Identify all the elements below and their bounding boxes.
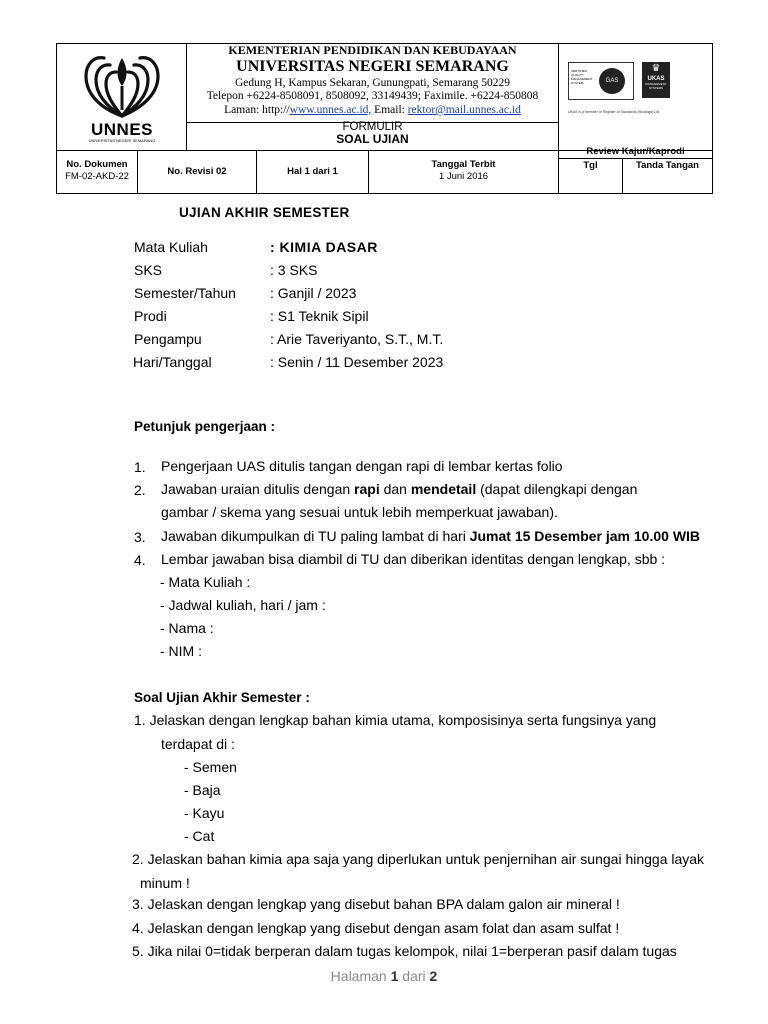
detail-label: Mata Kuliah bbox=[134, 239, 208, 255]
cert-badge-quality: CERTIFIED QUALITY MANAGEMENT SYSTEM GAS bbox=[568, 62, 634, 100]
detail-label: Prodi bbox=[134, 308, 167, 324]
doc-number-value: FM-02-AKD-22 bbox=[65, 171, 129, 182]
questions-heading: Soal Ujian Akhir Semester : bbox=[134, 690, 310, 705]
crown-icon: ♛ bbox=[651, 63, 661, 74]
instruction-text: Jawaban uraian ditulis dengan rapi dan mendetail (dapat dilengkapi dengan bbox=[161, 481, 638, 497]
address: Gedung H, Kampus Sekaran, Gunungpati, Semarang 50229 bbox=[235, 77, 510, 89]
web-prefix: Laman: http:// bbox=[224, 104, 290, 116]
form-title: SOAL UJIAN bbox=[336, 132, 409, 146]
question-1-item: - Cat bbox=[184, 828, 215, 844]
detail-label: SKS bbox=[134, 262, 163, 278]
question-1-item: - Semen bbox=[184, 759, 237, 775]
detail-value: : S1 Teknik Sipil bbox=[270, 308, 369, 324]
detail-label: Hari/Tanggal bbox=[133, 354, 212, 370]
instruction-text: Jawaban dikumpulkan di TU paling lambat di hari Jumat 15 Desember jam 10.00 WIB bbox=[161, 528, 701, 544]
detail-value: : Senin / 11 Desember 2023 bbox=[270, 354, 444, 370]
question-1-item: - Baja bbox=[184, 782, 221, 798]
detail-label: Semester/Tahun bbox=[134, 285, 236, 301]
page-footer: Halaman 1 dari 2 bbox=[330, 968, 438, 984]
question-5: 5. Jika nilai 0=tidak berperan dalam tugas kelompok, nilai 1=berperan pasif dalam tugas bbox=[132, 943, 677, 959]
instruction-text-cont: gambar / skema yang sesuai untuk lebih memperkuat jawaban). bbox=[161, 504, 558, 520]
question-1: 1. Jelaskan dengan lengkap bahan kimia utama, komposisinya serta fungsinya yang bbox=[134, 712, 657, 728]
identity-field: - Jadwal kuliah, hari / jam : bbox=[160, 597, 326, 613]
certification-badges bbox=[568, 62, 700, 120]
web-email bbox=[187, 103, 558, 117]
instruction-number: 3. bbox=[134, 529, 146, 545]
question-1-cont: terdapat di : bbox=[161, 736, 235, 752]
ministry-name: KEMENTERIAN PENDIDIKAN DAN KEBUDAYAAN bbox=[228, 43, 517, 57]
email-prefix: Email: bbox=[371, 104, 408, 116]
form-label: FORMULIR bbox=[342, 121, 403, 133]
detail-value: : Arie Taveriyanto, S.T., M.T. bbox=[270, 331, 444, 347]
review-signature-label: Tanda Tangan bbox=[636, 160, 699, 171]
instruction-number: 2. bbox=[134, 482, 146, 498]
university-name: UNIVERSITAS NEGERI SEMARANG bbox=[236, 58, 509, 75]
question-2-cont: minum ! bbox=[140, 875, 190, 891]
instruction-text: Pengerjaan UAS ditulis tangan dengan rapi di lembar kertas folio bbox=[161, 458, 563, 474]
identity-field: - Mata Kuliah : bbox=[160, 574, 251, 590]
exam-title: UJIAN AKHIR SEMESTER bbox=[179, 205, 350, 220]
revision: No. Revisi 02 bbox=[167, 166, 227, 177]
question-2: 2. Jelaskan bahan kimia apa saja yang diperlukan untuk penjernihan air sungai hingga layak bbox=[132, 851, 705, 867]
detail-value: : 3 SKS bbox=[270, 262, 318, 278]
review-label: Review Kajur/Kaprodi bbox=[586, 146, 685, 157]
instruction-number: 1. bbox=[134, 459, 146, 475]
question-3: 3. Jelaskan dengan lengkap yang disebut bahan BPA dalam galon air mineral ! bbox=[132, 896, 620, 912]
identity-field: - Nama : bbox=[160, 620, 214, 636]
detail-label: Pengampu bbox=[134, 331, 202, 347]
instruction-text: Lembar jawaban bisa diambil di TU dan diberikan identitas dengan lengkap, sbb : bbox=[161, 551, 666, 567]
issue-date-value: 1 Juni 2016 bbox=[438, 171, 489, 182]
doc-number-label: No. Dokumen bbox=[66, 159, 128, 170]
flame-emblem-icon bbox=[70, 50, 174, 122]
logo-subtitle: UNIVERSITAS NEGERI SEMARANG bbox=[88, 138, 156, 143]
phone: Telepon +6224-8508091, 8508092, 33149439; Faximile. +6224-850808 bbox=[206, 90, 539, 102]
cert-circle-icon: GAS bbox=[599, 68, 625, 94]
unnes-logo bbox=[70, 50, 174, 146]
email-link[interactable]: rektor@mail.unnes.ac.id bbox=[407, 104, 521, 116]
issue-date-label: Tanggal Terbit bbox=[431, 159, 496, 170]
question-4: 4. Jelaskan dengan lengkap yang disebut dengan asam folat dan asam sulfat ! bbox=[132, 920, 620, 936]
review-date-label: Tgl bbox=[583, 160, 598, 171]
page-info: Hal 1 dari 1 bbox=[287, 166, 338, 177]
website-link[interactable]: www.unnes.ac.id, bbox=[289, 104, 372, 116]
instructions-heading: Petunjuk pengerjaan : bbox=[134, 419, 276, 434]
instruction-number: 4. bbox=[134, 552, 146, 568]
cert-badge-ukas: ♛ UKAS MANAGEMENT SYSTEMS bbox=[642, 62, 670, 98]
detail-value: : Ganjil / 2023 bbox=[270, 285, 357, 301]
cert-note: UKAS is a member of Register of Standards (Holdings) Ltd. bbox=[568, 110, 661, 114]
detail-value: : KIMIA DASAR bbox=[270, 239, 378, 255]
identity-field: - NIM : bbox=[160, 643, 202, 659]
logo-text: UNNES bbox=[90, 120, 153, 139]
question-1-item: - Kayu bbox=[184, 805, 225, 821]
